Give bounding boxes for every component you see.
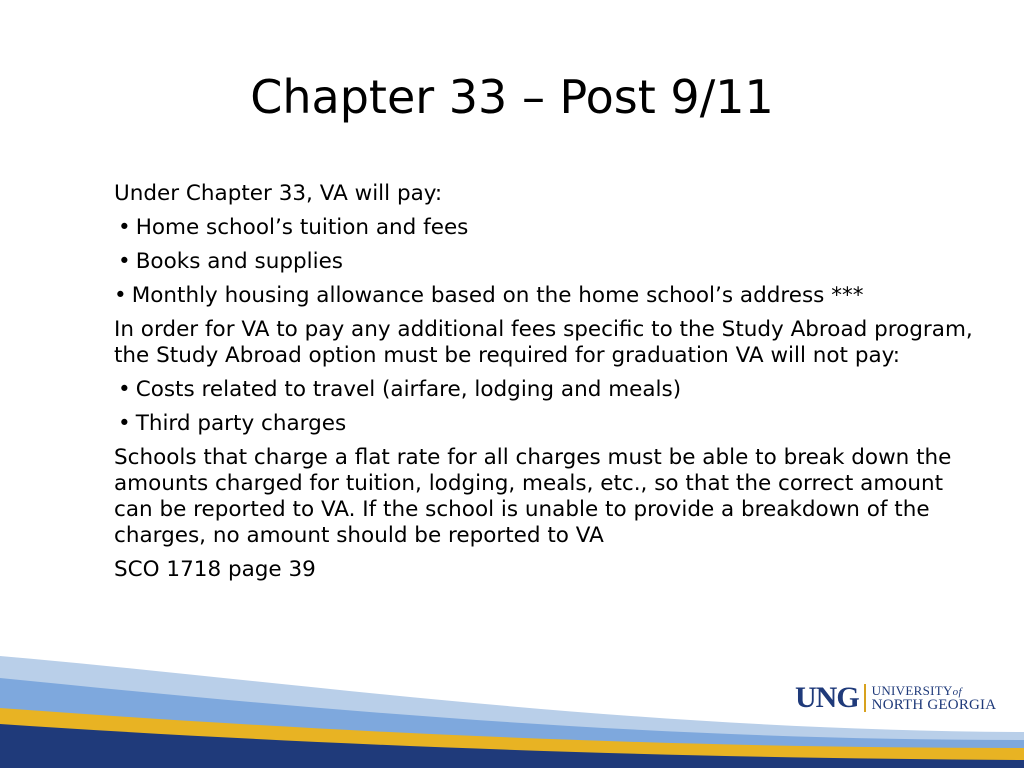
flat-rate-text: Schools that charge a flat rate for all charges must be able to break down the amounts charged for tuition, lodging, meals, etc., so that the correct amount can be reported to VA. If the school is unable to provide a breakdown of the charges, no amount should be reported to VA — [114, 445, 952, 548]
logo-abbreviation: UNG — [795, 681, 859, 714]
bullet-marker: • — [118, 377, 131, 402]
bullet-text: Home school’s tuition and fees — [135, 215, 469, 240]
bullet-text: Monthly housing allowance based on the home school’s address *** — [131, 283, 864, 308]
bullet-marker: • — [118, 411, 131, 436]
bullet-housing — [114, 283, 974, 309]
bullet-third-party — [114, 411, 974, 437]
slide-body — [114, 181, 974, 591]
bullet-marker: • — [118, 215, 131, 240]
bullet-marker: • — [114, 283, 127, 308]
bullet-text: Costs related to travel (airfare, lodging and meals) — [135, 377, 682, 402]
bullet-travel — [114, 377, 974, 403]
slide-title: Chapter 33 – Post 9/11 — [250, 70, 774, 124]
logo-of-word: of — [952, 686, 962, 698]
reference-text: SCO 1718 page 39 — [114, 557, 316, 582]
logo-line-2: NORTH GEORGIA — [871, 697, 997, 713]
logo-university-name — [872, 684, 997, 712]
logo-divider — [864, 684, 866, 712]
intro-text: Under Chapter 33, VA will pay: — [114, 181, 443, 206]
bullet-text: Books and supplies — [135, 249, 344, 274]
bullet-marker: • — [118, 249, 131, 274]
bullet-tuition — [114, 215, 974, 241]
study-abroad-text: In order for VA to pay any additional fees specific to the Study Abroad program, the Study Abroad option must be required for graduation VA will not pay: — [114, 317, 973, 368]
bullet-text: Third party charges — [135, 411, 347, 436]
logo-university-word: UNIVERSITY — [871, 683, 953, 698]
bullet-books — [114, 249, 974, 275]
ung-logo — [795, 683, 1010, 713]
